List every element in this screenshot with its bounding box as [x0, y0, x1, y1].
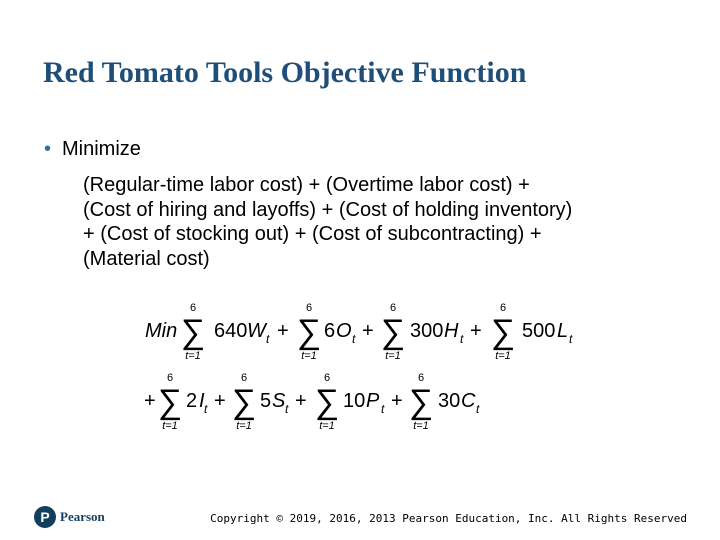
summation-5 — [158, 372, 182, 432]
svg-text:P: P — [366, 390, 380, 412]
svg-text:I: I — [199, 390, 205, 412]
svg-text:6: 6 — [240, 372, 248, 384]
summation-6 — [232, 372, 256, 432]
plus-sign: + — [144, 390, 156, 412]
svg-text:6: 6 — [417, 372, 425, 384]
summation-2 — [297, 302, 321, 362]
svg-text:∑: ∑ — [380, 313, 406, 351]
plus-sign: + — [277, 320, 289, 342]
svg-text:∑: ∑ — [231, 383, 257, 421]
svg-text:6: 6 — [389, 302, 397, 314]
term-material — [438, 390, 480, 416]
cost-line: (Material cost) — [83, 247, 210, 270]
plus-sign: + — [470, 320, 482, 342]
term-layoffs — [522, 320, 573, 346]
svg-text:t: t — [266, 332, 270, 346]
svg-text:∑: ∑ — [314, 383, 340, 421]
svg-text:∑: ∑ — [408, 383, 434, 421]
min-label: Min — [145, 320, 178, 342]
plus-sign: + — [214, 390, 226, 412]
svg-text:t: t — [285, 402, 289, 416]
pearson-logo-icon: P — [34, 506, 56, 528]
svg-text:t: t — [352, 332, 356, 346]
svg-text:6: 6 — [324, 320, 336, 342]
term-hiring — [410, 320, 464, 346]
svg-text:O: O — [336, 320, 352, 342]
svg-text:6: 6 — [499, 302, 507, 314]
svg-text:t=1: t=1 — [319, 420, 335, 432]
pearson-wordmark: Pearson — [60, 509, 105, 524]
svg-text:∑: ∑ — [157, 383, 183, 421]
copyright-notice: Copyright © 2019, 2016, 2013 Pearson Education, Inc. All Rights Reserved — [210, 512, 687, 525]
bullet-label: Minimize — [62, 138, 141, 160]
term-inventory — [186, 390, 208, 416]
svg-text:t=1: t=1 — [236, 420, 252, 432]
term-regular-labor — [214, 320, 270, 346]
svg-text:L: L — [557, 320, 569, 342]
bullet-icon: • — [44, 138, 52, 160]
svg-text:∑: ∑ — [180, 313, 206, 351]
svg-text:6: 6 — [323, 372, 331, 384]
plus-sign: + — [391, 390, 403, 412]
svg-text:5: 5 — [260, 390, 272, 412]
svg-text:500: 500 — [522, 320, 556, 342]
svg-text:6: 6 — [305, 302, 313, 314]
svg-text:2: 2 — [186, 390, 198, 412]
summation-7 — [315, 372, 339, 432]
term-overtime — [324, 320, 356, 346]
svg-text:t=1: t=1 — [385, 350, 401, 362]
svg-text:30: 30 — [438, 390, 461, 412]
plus-sign: + — [295, 390, 307, 412]
svg-text:640: 640 — [214, 320, 248, 342]
slide-title: Red Tomato Tools Objective Function — [43, 56, 527, 89]
svg-text:6: 6 — [166, 372, 174, 384]
svg-text:t: t — [476, 402, 480, 416]
pearson-logo — [34, 506, 105, 528]
plus-sign: + — [362, 320, 374, 342]
term-subcontracting — [343, 390, 385, 416]
svg-text:H: H — [444, 320, 459, 342]
svg-text:10: 10 — [343, 390, 366, 412]
cost-line: (Cost of hiring and layoffs) + (Cost of holding inventory) — [83, 198, 573, 221]
svg-text:t: t — [569, 332, 573, 346]
svg-text:S: S — [272, 390, 286, 412]
svg-text:6: 6 — [189, 302, 197, 314]
svg-text:t=1: t=1 — [495, 350, 511, 362]
svg-text:t=1: t=1 — [162, 420, 178, 432]
term-stockout — [260, 390, 289, 416]
svg-text:t=1: t=1 — [185, 350, 201, 362]
svg-text:300: 300 — [410, 320, 444, 342]
svg-text:t: t — [381, 402, 385, 416]
summation-1 — [181, 302, 205, 362]
svg-text:C: C — [461, 390, 476, 412]
svg-text:t=1: t=1 — [413, 420, 429, 432]
svg-text:t: t — [460, 332, 464, 346]
cost-line: + (Cost of stocking out) + (Cost of subcontracting) + — [83, 223, 542, 245]
svg-text:t: t — [204, 402, 208, 416]
svg-text:W: W — [247, 320, 266, 342]
summation-8 — [409, 372, 433, 432]
svg-text:∑: ∑ — [490, 313, 516, 351]
summation-4 — [491, 302, 515, 362]
svg-text:t=1: t=1 — [301, 350, 317, 362]
svg-text:∑: ∑ — [296, 313, 322, 351]
cost-line: (Regular-time labor cost) + (Overtime labor cost) + — [83, 174, 530, 196]
summation-3 — [381, 302, 405, 362]
